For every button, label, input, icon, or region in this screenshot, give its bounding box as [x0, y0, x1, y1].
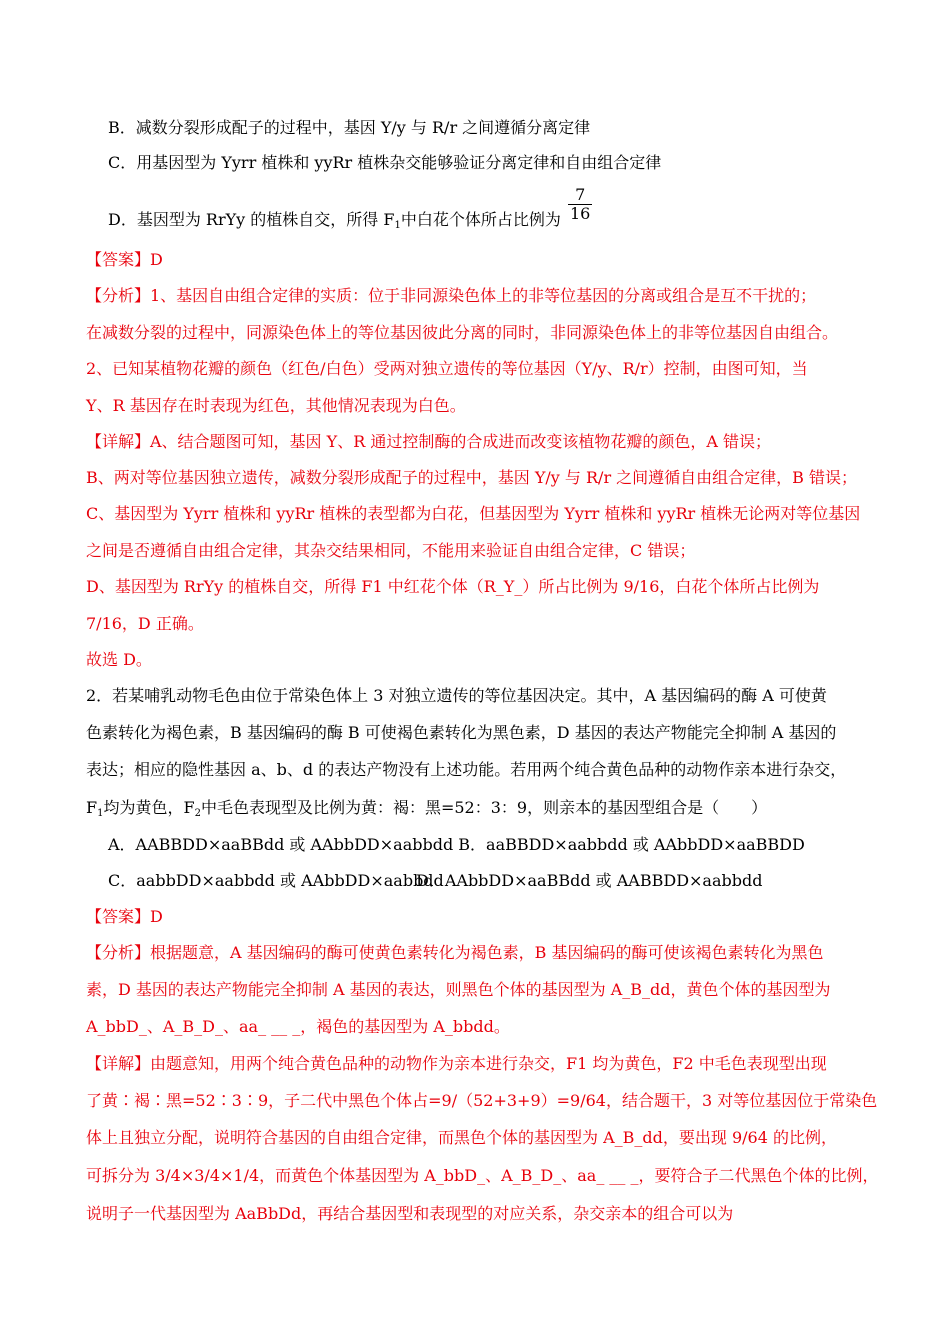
q2-stem-sub2: 2	[194, 808, 201, 819]
q2-stem-line	[86, 798, 767, 824]
q1-option-c: C．用基因型为 Yyrr 植株和 yyRr 植株杂交能够验证分离定律和自由组合定律	[108, 153, 662, 172]
q1-detail-line: 【详解】A、结合题图可知，基因 Y、R 通过控制酶的合成进而改变该植物花瓣的颜色，A 错误；	[86, 432, 771, 451]
q2-stem-line: 2．若某哺乳动物毛色由位于常染色体上 3 对独立遗传的等位基因决定。其中，A 基因编码的酶 A 可使黄	[86, 686, 827, 705]
q1-option-d-rest: 中白花个体所占比例为	[400, 210, 561, 229]
q2-stem-sub1: 1	[97, 808, 104, 819]
q2-options-ab: A．AABBDD×aaBBdd 或 AAbbDD×aabbdd B．aaBBDD×aabbdd 或 AAbbDD×aaBBDD	[108, 835, 805, 854]
q1-detail-line: C、基因型为 Yyrr 植株和 yyRr 植株的表型都为白花，但基因型为 Yyrr 植株和 yyRr 植株无论两对等位基因	[86, 504, 861, 523]
q2-detail-line: 说明子一代基因型为 AaBbDd，再结合基因型和表现型的对应关系，杂交亲本的组合可以为	[86, 1204, 734, 1223]
q2-analysis-line: A_bbD_、A_B_D_、aa_ __ _，褐色的基因型为 A_bbdd。	[86, 1017, 510, 1036]
q1-detail-line: 之间是否遵循自由组合定律，其杂交结果相同，不能用来验证自由组合定律，C 错误；	[86, 541, 696, 560]
fraction-7-16	[568, 186, 592, 223]
q2-detail-line: 体上且独立分配，说明符合基因的自由组合定律，而黑色个体的基因型为 A_B_dd，要出现 9/64 的比例，	[86, 1128, 837, 1147]
q2-analysis-line: 素，D 基因的表达产物能完全抑制 A 基因的表达，则黑色个体的基因型为 A_B_dd，黄色个体的基因型为	[86, 980, 831, 999]
q1-option-d-sub: 1	[394, 220, 401, 231]
q1-analysis-line: 2、已知某植物花瓣的颜色（红色/白色）受两对独立遗传的等位基因（Y/y、R/r）控制，由图可知，当	[86, 359, 808, 378]
q1-analysis-line: Y、R 基因存在时表现为红色，其他情况表现为白色。	[86, 396, 466, 415]
q1-analysis-line: 【分析】1、基因自由组合定律的实质：位于非同源染色体上的非等位基因的分离或组合是互不干扰的；	[86, 286, 817, 305]
q2-stem-end: 中毛色表现型及比例为黄：褐：黑=52：3：9，则亲本的基因型组合是（ ）	[200, 798, 768, 817]
fraction-denominator: 16	[569, 204, 591, 223]
q2-answer: 【答案】D	[86, 907, 163, 926]
q2-stem-f: F	[86, 798, 98, 817]
fraction-numerator: 7	[568, 186, 592, 205]
q1-option-d-text: D．基因型为 RrYy 的植株自交，所得 F	[108, 210, 395, 229]
q2-stem-line: 色素转化为褐色素，B 基因编码的酶 B 可使褐色素转化为黑色素，D 基因的表达产物能完全抑制 A 基因的	[86, 723, 837, 742]
q2-detail-line: 【详解】由题意知，用两个纯合黄色品种的动物作为亲本进行杂交，F1 均为黄色，F2 中毛色表现型出现	[86, 1054, 827, 1073]
q1-detail-line: D、基因型为 RrYy 的植株自交，所得 F1 中红花个体（R_Y_）所占比例为 9/16，白花个体所占比例为	[86, 577, 820, 596]
q1-detail-line: B、两对等位基因独立遗传，减数分裂形成配子的过程中，基因 Y/y 与 R/r 之间遵循自由组合定律，B 错误；	[86, 468, 858, 487]
q2-analysis-line: 【分析】根据题意，A 基因编码的酶可使黄色素转化为褐色素，B 基因编码的酶可使该褐色素转化为黑色	[86, 943, 824, 962]
q2-detail-line: 可拆分为 3/4×3/4×1/4，而黄色个体基因型为 A_bbD_、A_B_D_、aa_ __ _，要符合子二代黑色个体的比例，	[86, 1166, 879, 1185]
q2-stem-line: 表达；相应的隐性基因 a、b、d 的表达产物没有上述功能。若用两个纯合黄色品种的动物作亲本进行杂交，	[86, 760, 847, 779]
q1-detail-line: 7/16，D 正确。	[86, 614, 204, 633]
q2-option-c: C．aabbDD×aabbdd 或 AAbbDD×aabbdd	[108, 871, 444, 890]
q2-stem-mid: 均为黄色，F	[103, 798, 195, 817]
q1-option-b: B．减数分裂形成配子的过程中，基因 Y/y 与 R/r 之间遵循分离定律	[108, 118, 591, 137]
q1-answer: 【答案】D	[86, 250, 163, 269]
q2-option-d: D．AAbbDD×aaBBdd 或 AABBDD×aabbdd	[416, 871, 763, 890]
q2-detail-line: 了黄∶褐∶黑=52∶3∶9，子二代中黑色个体占=9/（52+3+9）=9/64，结合题干，3 对等位基因位于常染色	[86, 1091, 878, 1110]
q1-analysis-line: 在减数分裂的过程中，同源染色体上的等位基因彼此分离的同时，非同源染色体上的非等位基因自由组合。	[86, 323, 839, 342]
q1-option-d	[108, 185, 592, 231]
q1-detail-conclusion: 故选 D。	[86, 650, 152, 669]
